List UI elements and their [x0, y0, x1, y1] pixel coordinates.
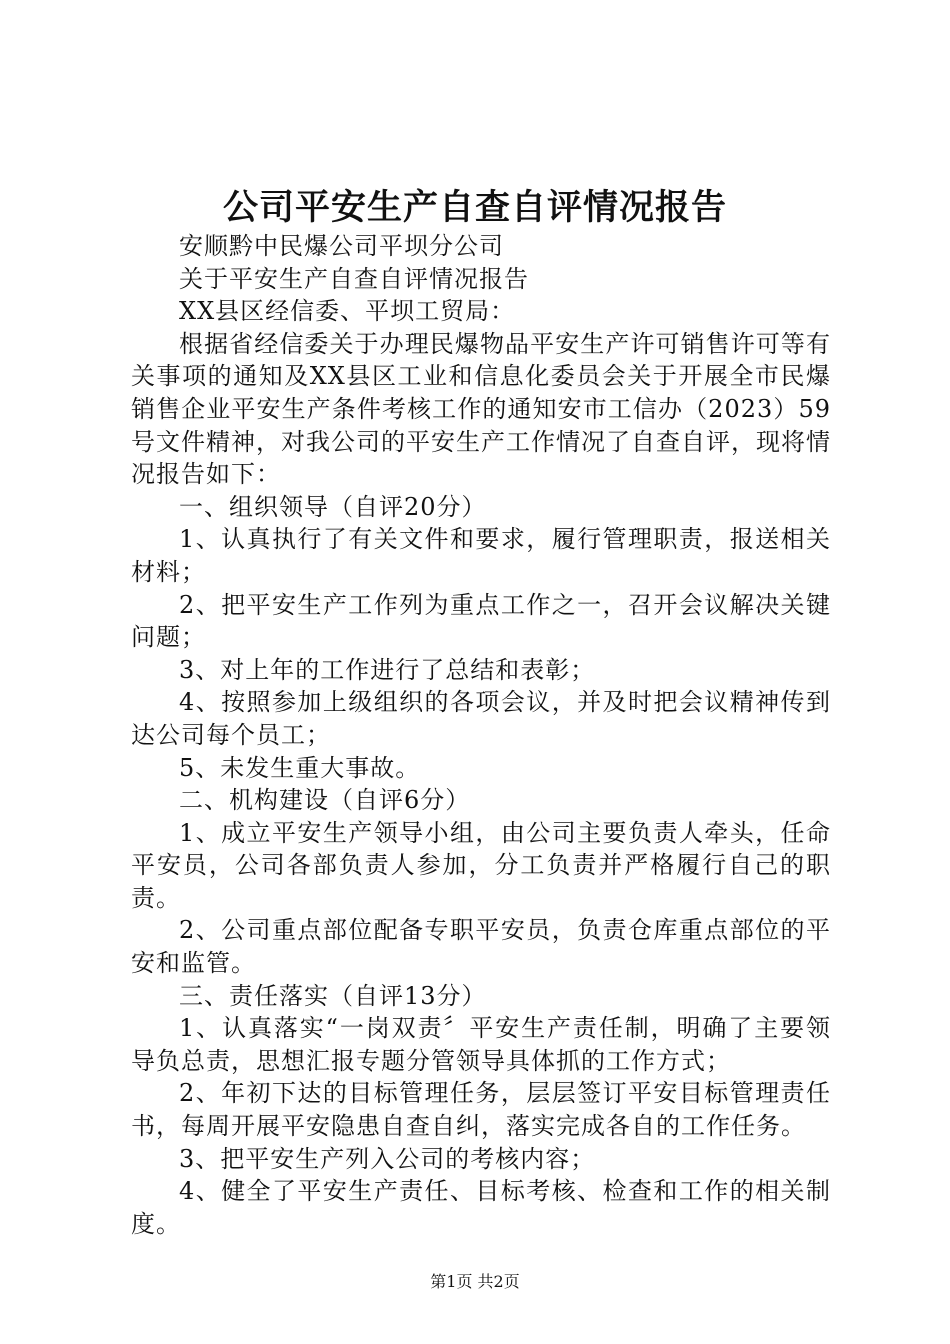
paragraph-addressee: XX县区经信委、平坝工贸局： — [179, 297, 516, 326]
list-item: 5、未发生重大事故。 — [179, 753, 421, 782]
list-item: 4、健全了平安生产责任、目标考核、检查和工作的相关制度。 — [131, 1177, 831, 1238]
paragraph-intro: 根据省经信委关于办理民爆物品平安生产许可销售许可等有关事项的通知及XX县区工业和信息化委员会关于开展全市民爆销售企业平安生产条件考核工作的通知安市工信办（2023）59号文件精神，对我公司的平安生产工作情况了自查自评，现将情况报告如下： — [131, 329, 831, 489]
list-item: 1、成立平安生产领导小组，由公司主要负责人牵头，任命平安员，公司各部负责人参加，分工负责并严格履行自己的职责。 — [131, 818, 831, 912]
list-item: 1、认真落实“一岗双责〞平安生产责任制，明确了主要领导负总责，思想汇报专题分管领导具体抓的工作方式； — [131, 1014, 831, 1075]
section-heading-responsibility: 三、责任落实（自评13分） — [179, 981, 487, 1010]
paragraph-report-subject: 关于平安生产自查自评情况报告 — [179, 264, 529, 293]
list-item: 4、按照参加上级组织的各项会议，并及时把会议精神传到达公司每个员工； — [131, 688, 831, 749]
document-body — [131, 230, 831, 1240]
list-item: 2、年初下达的目标管理任务，层层签订平安目标管理责任书，每周开展平安隐患自查自纠，落实完成各自的工作任务。 — [131, 1079, 831, 1141]
page-footer: 第1页 共2页 — [430, 1272, 520, 1291]
section-heading-organization: 一、组织领导（自评20分） — [179, 492, 487, 521]
list-item: 3、对上年的工作进行了总结和表彰； — [179, 655, 596, 684]
list-item: 2、公司重点部位配备专职平安员，负责仓库重点部位的平安和监管。 — [131, 916, 831, 978]
paragraph-company-name: 安顺黔中民爆公司平坝分公司 — [179, 232, 504, 260]
list-item: 3、把平安生产列入公司的考核内容； — [179, 1144, 596, 1173]
section-heading-institution: 二、机构建设（自评6分） — [179, 786, 471, 815]
list-item: 2、把平安生产工作列为重点工作之一，召开会议解决关键问题； — [131, 590, 831, 652]
list-item: 1、认真执行了有关文件和要求，履行管理职责，报送相关材料； — [131, 525, 831, 586]
document-title: 公司平安生产自查自评情况报告 — [222, 187, 727, 228]
